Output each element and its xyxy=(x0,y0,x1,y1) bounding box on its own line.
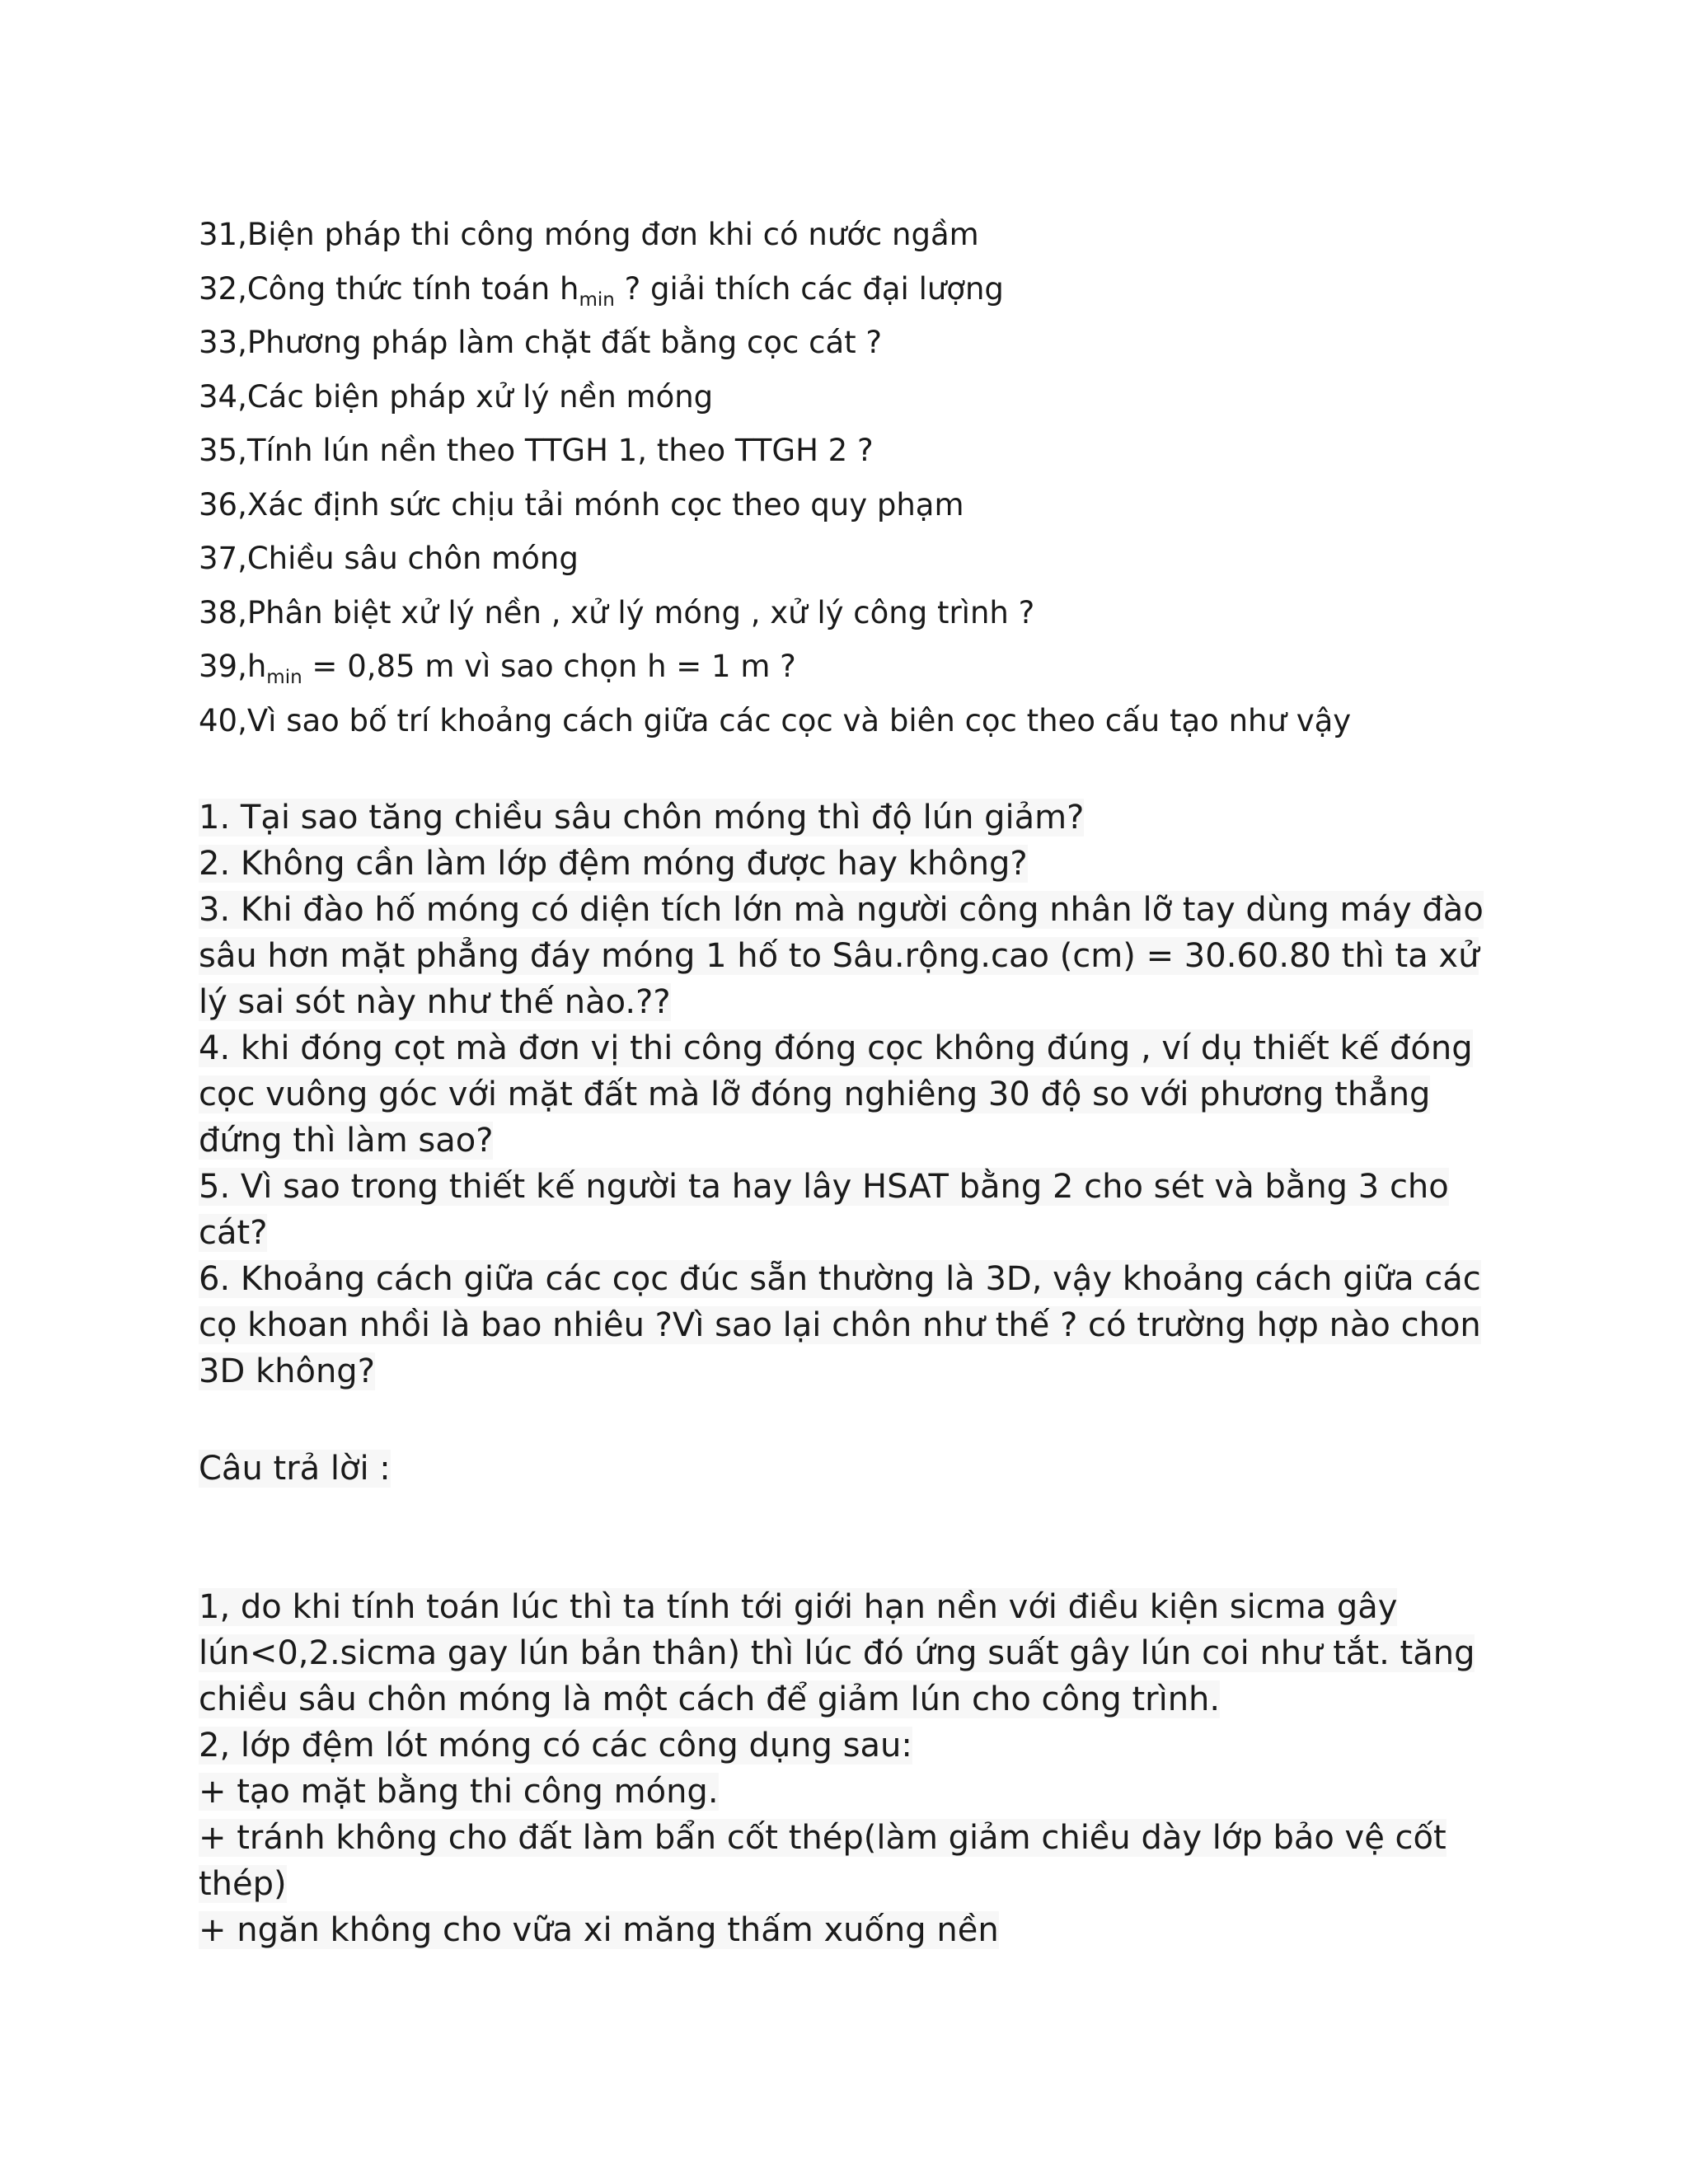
answer-2-point-1-text: + tạo mặt bằng thi công móng. xyxy=(199,1773,719,1811)
answer-heading-text: Câu trả lời : xyxy=(199,1450,391,1488)
question-40-text: 40,Vì sao bố trí khoảng cách giữa các cọc và biên cọc theo cấu tạo như vậy xyxy=(199,702,1352,738)
question-38-text: 38,Phân biệt xử lý nền , xử lý móng , xử lý công trình ? xyxy=(199,594,1035,630)
question-39-text-end: = 0,85 m vì sao chọn h = 1 m ? xyxy=(302,649,796,684)
question-32-text-start: 32,Công thức tính toán h xyxy=(199,270,579,307)
discussion-question-2-text: 2. Không cần làm lớp đệm móng được hay không? xyxy=(199,845,1028,883)
discussion-questions xyxy=(199,794,1509,1394)
discussion-question-4 xyxy=(199,1025,1509,1164)
question-32-subscript: min xyxy=(579,288,615,311)
answer-heading xyxy=(199,1446,1509,1492)
question-39 xyxy=(199,640,1550,694)
question-36 xyxy=(199,478,1550,532)
discussion-question-5-text: 5. Vì sao trong thiết kế người ta hay lây HSAT bằng 2 cho sét và bằng 3 cho cát? xyxy=(199,1168,1449,1252)
discussion-question-6 xyxy=(199,1256,1509,1394)
question-34 xyxy=(199,370,1550,424)
answer-heading-line xyxy=(199,1446,1509,1492)
question-37 xyxy=(199,532,1550,586)
question-31 xyxy=(199,208,1550,262)
answer-2-point-2 xyxy=(199,1815,1509,1907)
discussion-question-3-text: 3. Khi đào hố móng có diện tích lớn mà người công nhân lỡ tay dùng máy đào sâu hơn mặt phẳng đáy móng 1 hố to Sâu.rộng.cao (cm) = 30.60.80 thì ta xử lý sai sót này như thế nào.?? xyxy=(199,891,1484,1021)
answer-2 xyxy=(199,1722,1509,1769)
discussion-question-6-text: 6. Khoảng cách giữa các cọc đúc sẵn thường là 3D, vậy khoảng cách giữa các cọ khoan nhồi là bao nhiêu ?Vì sao lại chôn như thế ? có trường hợp nào chon 3D không? xyxy=(199,1260,1481,1390)
discussion-question-4-text: 4. khi đóng cọt mà đơn vị thi công đóng cọc không đúng , ví dụ thiết kế đóng cọc vuông góc với mặt đất mà lỡ đóng nghiêng 30 độ so với phương thẳng đứng thì làm sao? xyxy=(199,1029,1473,1160)
answer-1 xyxy=(199,1584,1509,1722)
question-32 xyxy=(199,262,1550,316)
discussion-question-2 xyxy=(199,841,1509,887)
question-33-text: 33,Phương pháp làm chặt đất bằng cọc cát ? xyxy=(199,325,883,360)
question-37-text: 37,Chiều sâu chôn móng xyxy=(199,541,579,576)
answer-2-point-3 xyxy=(199,1907,1509,1953)
answer-1-text: 1, do khi tính toán lúc thì ta tính tới giới hạn nền với điều kiện sicma gây lún<0,2.sicma gay lún bản thân) thì lúc đó ứng suất gây lún coi như tắt. tăng chiều sâu chôn móng là một cách để giảm lún cho công trình. xyxy=(199,1588,1475,1718)
question-32-text-end: ? giải thích các đại lượng xyxy=(614,270,1004,307)
question-list-31-40 xyxy=(199,208,1550,748)
question-39-subscript: min xyxy=(266,667,302,688)
answer-2-text: 2, lớp đệm lót móng có các công dụng sau: xyxy=(199,1727,912,1765)
discussion-question-3 xyxy=(199,887,1509,1025)
question-31-text: 31,Biện pháp thi công móng đơn khi có nước ngầm xyxy=(199,217,979,252)
question-36-text: 36,Xác định sức chịu tải mónh cọc theo quy phạm xyxy=(199,486,964,523)
question-39-text-start: 39,h xyxy=(199,649,267,684)
question-40 xyxy=(199,694,1550,748)
discussion-question-1-text: 1. Tại sao tăng chiều sâu chôn móng thì độ lún giảm? xyxy=(199,799,1085,837)
answer-2-point-3-text: + ngăn không cho vữa xi măng thấm xuống nền xyxy=(199,1911,999,1949)
answer-2-point-2-text: + tránh không cho đất làm bẩn cốt thép(làm giảm chiều dày lớp bảo vệ cốt thép) xyxy=(199,1819,1447,1903)
answer-2-point-1 xyxy=(199,1769,1509,1815)
answers xyxy=(199,1584,1509,1953)
question-38 xyxy=(199,586,1550,640)
question-34-text: 34,Các biện pháp xử lý nền móng xyxy=(199,378,714,415)
discussion-question-5 xyxy=(199,1164,1509,1256)
question-33 xyxy=(199,316,1550,370)
question-35 xyxy=(199,424,1550,478)
question-35-text: 35,Tính lún nền theo TTGH 1, theo TTGH 2 ? xyxy=(199,433,874,468)
discussion-question-1 xyxy=(199,794,1509,841)
